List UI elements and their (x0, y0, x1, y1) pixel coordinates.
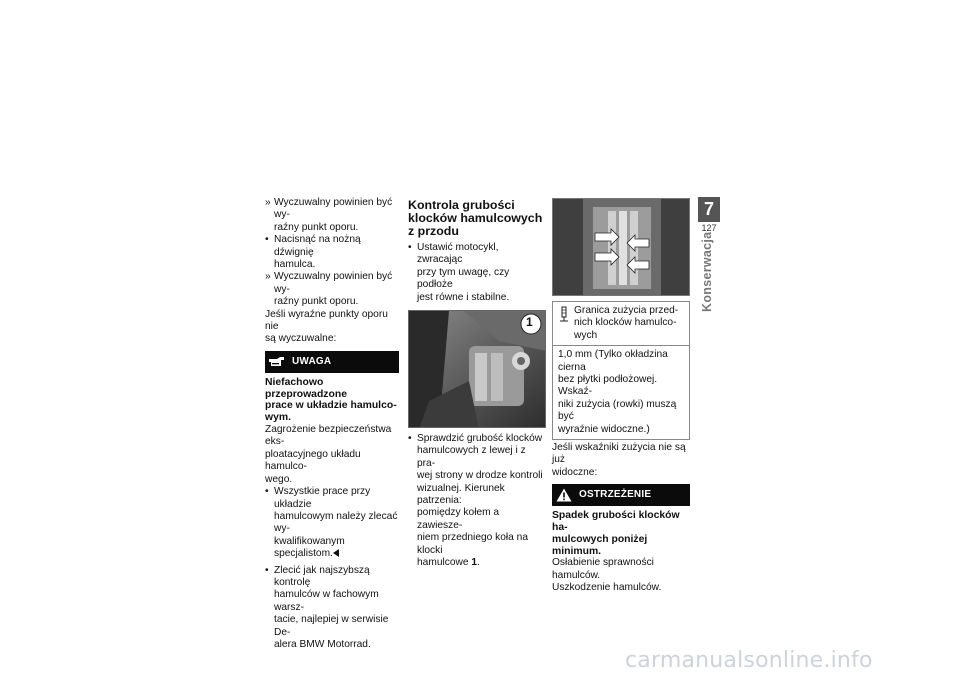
chapter-title: Konserwacja (700, 231, 714, 312)
list-item-text: Nacisnąć na nożną dźwignię hamulca. (274, 234, 361, 271)
caution-title: Niefachowo przeprowadzone prace w układzie hamulco- wym. (265, 376, 397, 424)
list-item (265, 197, 399, 234)
hand-caution-icon (268, 355, 286, 369)
chapter-sidebar (698, 197, 720, 233)
callout-reference: 1 (471, 557, 478, 569)
sentence-end: . (477, 557, 480, 569)
column-3 (552, 197, 690, 595)
bullet-marker: • (408, 242, 412, 253)
watermark: carmanualsonline.info (625, 648, 873, 673)
caution-text: Zagrożenie bezpieczeństwa eks- ploatacyjnego układu hamulco- wego. (265, 424, 392, 485)
list-item-text: Wszystkie prace przy układzie hamulcowym należy zlecać wy- kwalifikowanym specjalistom. (274, 486, 398, 560)
section-heading: Kontrola grubości klocków hamulcowych z przodu (408, 198, 543, 238)
spec-label-row (553, 302, 689, 346)
end-of-section-icon (333, 549, 339, 557)
caution-banner (265, 351, 399, 373)
spec-label: Granica zużycia przed- nich klocków hamulco- wych (574, 305, 679, 341)
result-marker: » (265, 271, 271, 283)
paragraph: Jeśli wskaźniki zużycia nie są już widoczne: (552, 442, 686, 478)
brake-pad-diagram (552, 198, 690, 296)
list-item-text: Sprawdzić grubość klocków hamulcowych z lewej i z pra- wej strony w drodze kontroli wizualnej. Kierunek patrzenia: pomiędzy kołem a zawiesze- niem przedniego koła na klocki hamulcowe (417, 433, 543, 569)
callout-label: 1 (526, 315, 533, 330)
chapter-number: 7 (698, 197, 720, 222)
warning-title: Spadek grubości klocków ha- mulcowych poniżej minimum. (552, 510, 680, 557)
bullet-marker: • (265, 234, 269, 246)
warning-triangle-icon (555, 488, 573, 502)
list-item (408, 242, 546, 304)
spec-value-row (553, 346, 689, 439)
list-item-text: Wyczuwalny powinien być wy- raźny punkt oporu. (274, 271, 393, 308)
bullet-marker: • (265, 564, 269, 576)
bullet-marker: • (265, 486, 269, 498)
warning-label: OSTRZEŻENIE (579, 489, 652, 501)
list-item-text: Ustawić motocykl, zwracając przy tym uwagę, czy podłoże jest równe i stabilne. (417, 242, 510, 303)
list-item (265, 234, 399, 271)
column-2 (408, 197, 546, 570)
column-1 (265, 197, 399, 651)
bullet-marker: • (408, 433, 412, 445)
paragraph: Jeśli wyraźne punkty oporu nie są wyczuwalne: (265, 308, 388, 345)
caution-label: UWAGA (292, 355, 332, 367)
warning-text: Osłabienie sprawności hamulców. Uszkodzenie hamulców. (552, 557, 662, 594)
list-item (408, 433, 546, 569)
list-item-text: Wyczuwalny powinien być wy- raźny punkt oporu. (274, 197, 393, 233)
list-item-text: Zlecić jak najszybszą kontrolę hamulców w fachowym warsz- tacie, najlepiej w serwisie De- alera BMW Motorrad. (274, 564, 389, 650)
wrench-gauge-icon (559, 306, 569, 322)
brake-caliper-photo (408, 310, 546, 428)
list-item (265, 271, 399, 308)
warning-banner (552, 484, 690, 506)
spec-value: 1,0 mm (Tylko okładzina cierna bez płytki podłożowej. Wskaź- niki zużycia (rowki) muszą być wyraźnie widoczne.) (558, 349, 677, 435)
page-number: 127 (701, 223, 717, 233)
list-item (265, 565, 399, 652)
specification-box (552, 301, 690, 440)
list-item (265, 486, 399, 560)
result-marker: » (265, 197, 271, 208)
